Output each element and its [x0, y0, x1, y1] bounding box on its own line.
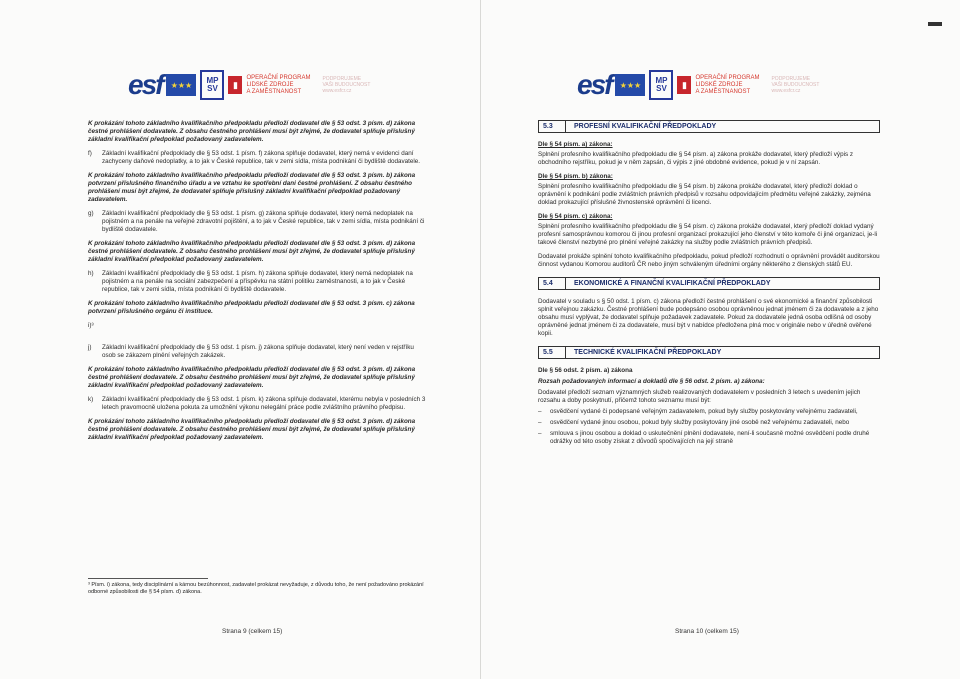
page-right — [480, 0, 960, 679]
section-header-5-5: 5.5 TECHNICKÉ KVALIFIKAČNÍ PŘEDPOKLADY — [538, 346, 880, 359]
mpsv-logo: MP SV — [649, 70, 673, 100]
list-item: – osvědčení vydané či podepsané veřejným zadavatelem, pokud byly služby poskytovány veřejnému zadavateli, — [538, 408, 858, 415]
list-item: f) Základní kvalifikační předpoklady dle § 53 odst. 1 písm. f) zákona splňuje dodavatel, který nemá v evidenci daní zachyceny daňové nedoplatky, a to jak v České republice, tak v zemi sídla, místa podnikání či bydliště dodavatele. — [88, 150, 421, 165]
op-title: OPERAČNÍ PROGRAM LIDSKÉ ZDROJE A ZAMĚSTNANOST — [695, 74, 760, 95]
list-item: – osvědčení vydané jinou osobou, pokud byly služby poskytovány jiné osobě než veřejnému zadavateli, nebo — [538, 419, 850, 426]
paragraph: K prokázání tohoto základního kvalifikačního předpokladu předloží dodavatel dle § 53 odst. 3 písm. d) zákona čestné prohlášení dodavatele. Z obsahu čestného prohlášení musí být zřejmé, že dodavatel splňuje příslušný základní kvalifikační předpoklad požadovaný zadavatelem. — [88, 240, 416, 263]
paragraph: K prokázání tohoto základního kvalifikačního předpokladu předloží dodavatel dle § 53 odst. 3 písm. d) zákona čestné prohlášení dodavatele. Z obsahu čestného prohlášení musí být zřejmé, že dodavatel splňuje příslušný základní kvalifikační předpoklad požadovaný zadavatelem. — [88, 418, 416, 441]
header-logos-right — [577, 66, 835, 104]
page-number: Strana 10 (celkem 15) — [675, 628, 739, 635]
paragraph: K prokázání tohoto základního kvalifikačního předpokladu předloží dodavatel dle § 53 odst. 3 písm. c) zákona potvrzení příslušného orgánu či instituce. — [88, 300, 415, 315]
footnote-divider — [88, 578, 208, 579]
page-number: Strana 9 (celkem 15) — [222, 628, 283, 635]
op-slogan: PODPORUJEME VAŠI BUDOUCNOST www.esfcr.cz — [322, 76, 371, 94]
op-title: OPERAČNÍ PROGRAM LIDSKÉ ZDROJE A ZAMĚSTNANOST — [246, 74, 311, 95]
mpsv-logo: MP SV — [200, 70, 224, 100]
list-item: j) Základní kvalifikační předpoklady dle § 53 odst. 1 písm. j) zákona splňuje dodavatel, který není veden v rejstříku osob se zákazem plnění veřejných zakázek. — [88, 344, 414, 359]
eu-flag-icon: ★★★ — [166, 74, 196, 96]
paragraph: Splnění profesního kvalifikačního předpokladu dle § 54 písm. b) zákona prokáže dodavatel, který předloží doklad o oprávnění k podnikání podle zvláštních právních předpisů v rozsahu odpovídajícím předmětu veřejné zakázky, zejména doklad prokazující příslušné živnostenské oprávnění či licenci. — [538, 183, 871, 206]
esf-logo: esf — [577, 69, 612, 100]
subheading: Dle § 56 odst. 2 písm. a) zákona — [538, 367, 633, 374]
section-header-5-4: 5.4 EKONOMICKÉ A FINANČNÍ KVALIFIKAČNÍ PŘEDPOKLADY — [538, 277, 880, 290]
subheading: Dle § 54 písm. c) zákona: — [538, 213, 613, 220]
right-content — [538, 112, 880, 449]
paragraph: K prokázání tohoto základního kvalifikačního předpokladu předloží dodavatel dle § 53 odst. 3 písm. b) zákona potvrzení příslušného finančního úřadu a ve vztahu ke spotřební dani čestné prohlášení. Z obsahu čestného prohlášení musí být zřejmé, že dodavatel splňuje příslušný základní kvalifikační předpoklad požadovaný zadavatelem. — [88, 172, 416, 203]
eu-flag-icon: ★★★ — [615, 74, 645, 96]
paragraph: K prokázání tohoto základního kvalifikačního předpokladu předloží dodavatel dle § 53 odst. 3 písm. d) zákona čestné prohlášení dodavatele. Z obsahu čestného prohlášení musí být zřejmé, že dodavatel splňuje příslušný základní kvalifikační předpoklad požadovaný zadavatelem. — [88, 120, 416, 143]
op-slogan: PODPORUJEME VAŠI BUDOUCNOST www.esfcr.cz — [771, 76, 820, 94]
paragraph: Dodavatel předloží seznam významných služeb realizovaných dodavatelem v posledních 3 letech s uvedením jejich rozsahu a doby poskytnutí, přičemž tohoto seznamu musí být: — [538, 389, 861, 404]
list-item: g) Základní kvalifikační předpoklady dle § 53 odst. 1 písm. g) zákona splňuje dodavatel, který nemá nedoplatek na pojistném a na penále na veřejné zdravotní pojištění, a to jak v České republice, tak v zemi sídla, místa podnikání či bydliště dodavatele. — [88, 210, 425, 233]
list-item: h) Základní kvalifikační předpoklady dle § 53 odst. 1 písm. h) zákona splňuje dodavatel, který nemá nedoplatek na pojistném a na penále na sociální zabezpečení a příspěvku na státní politiku zaměstnanosti, a to jak v České republice, tak v zemi sídla, místa podnikání či bydliště dodavatele. — [88, 270, 413, 293]
footnote: ³ Písm. i) zákona, tedy disciplinární a kárnou bezúhonnost, zadavatel prokázat nevyžaduje, z důvodu toho, že není požadováno prokázání odborné způsobilosti dle § 54 písm. d) zákona. — [88, 582, 424, 595]
subheading: Rozsah požadovaných informací a dokladů dle § 56 odst. 2 písm. a) zákona: — [538, 378, 765, 385]
esf-logo: esf — [128, 69, 163, 100]
left-content — [88, 120, 428, 448]
paragraph: Dodavatel prokáže splnění tohoto kvalifikačního předpokladu, pokud předloží rozhodnutí o oprávnění provádět auditorskou činnost vydanou Komorou auditorů ČR nebo jiným schváleným úředními orgány některého z členských států EU. — [538, 253, 880, 268]
paragraph: Dodavatel v souladu s § 50 odst. 1 písm. c) zákona předloží čestné prohlášení o své ekonomické a finanční způsobilosti splnit veřejnou zakázku. Čestné prohlášení bude podepsáno osobou oprávněnou jednat jménem či za dodavatele a z jeho obsahu musí vyplývat, že dodavatel splňuje požadavek zadavatele. Pokud za dodavatele jedná osoba odlišná od osoby oprávněné jednat jménem či za dodavatele, musí být v nabídce předložena plná moc v originále nebo v úředně ověřené kopii. — [538, 298, 879, 337]
section-header-5-3: 5.3 PROFESNÍ KVALIFIKAČNÍ PŘEDPOKLADY — [538, 120, 880, 133]
op-logo-icon: ▮ — [228, 76, 242, 94]
list-item: k) Základní kvalifikační předpoklady dle § 53 odst. 1 písm. k) zákona splňuje dodavatel, kterému nebyla v posledních 3 letech pravomocně uložena pokuta za umožnění výkonu nelegální práce podle zvláštního právního předpisu. — [88, 396, 426, 411]
header-logos-left — [128, 66, 386, 104]
paragraph: Splnění profesního kvalifikačního předpokladu dle § 54 písm. c) zákona prokáže dodavatel, který předloží doklad vydaný profesní samosprávnou komorou či jinou profesní organizací prokazující jeho členství v této komoře či jiné organizaci, je-li takové členství nezbytné pro plnění veřejné zakázky na služby podle zvláštních právních předpisů. — [538, 223, 878, 246]
paragraph: K prokázání tohoto základního kvalifikačního předpokladu předloží dodavatel dle § 53 odst. 3 písm. d) zákona čestné prohlášení dodavatele. Z obsahu čestného prohlášení musí být zřejmé, že dodavatel splňuje příslušný základní kvalifikační předpoklad požadovaný zadavatelem. — [88, 366, 416, 389]
scan-mark — [928, 22, 942, 26]
list-item: – smlouva s jinou osobou a doklad o uskutečnění plnění dodavatele, není-li současně možné osvědčení podle druhé odrážky od této osoby získat z důvodů spočívajících na její straně — [538, 430, 870, 445]
list-item: i)³ — [88, 322, 94, 329]
op-logo-icon: ▮ — [677, 76, 691, 94]
subheading: Dle § 54 písm. a) zákona: — [538, 141, 613, 148]
subheading: Dle § 54 písm. b) zákona: — [538, 173, 613, 180]
paragraph: Splnění profesního kvalifikačního předpokladu dle § 54 písm. a) zákona prokáže dodavatel, který předloží výpis z obchodního rejstříku, pokud je v něm zapsán, či výpis z jiné obdobné evidence, pokud je v ní zapsán. — [538, 151, 854, 166]
